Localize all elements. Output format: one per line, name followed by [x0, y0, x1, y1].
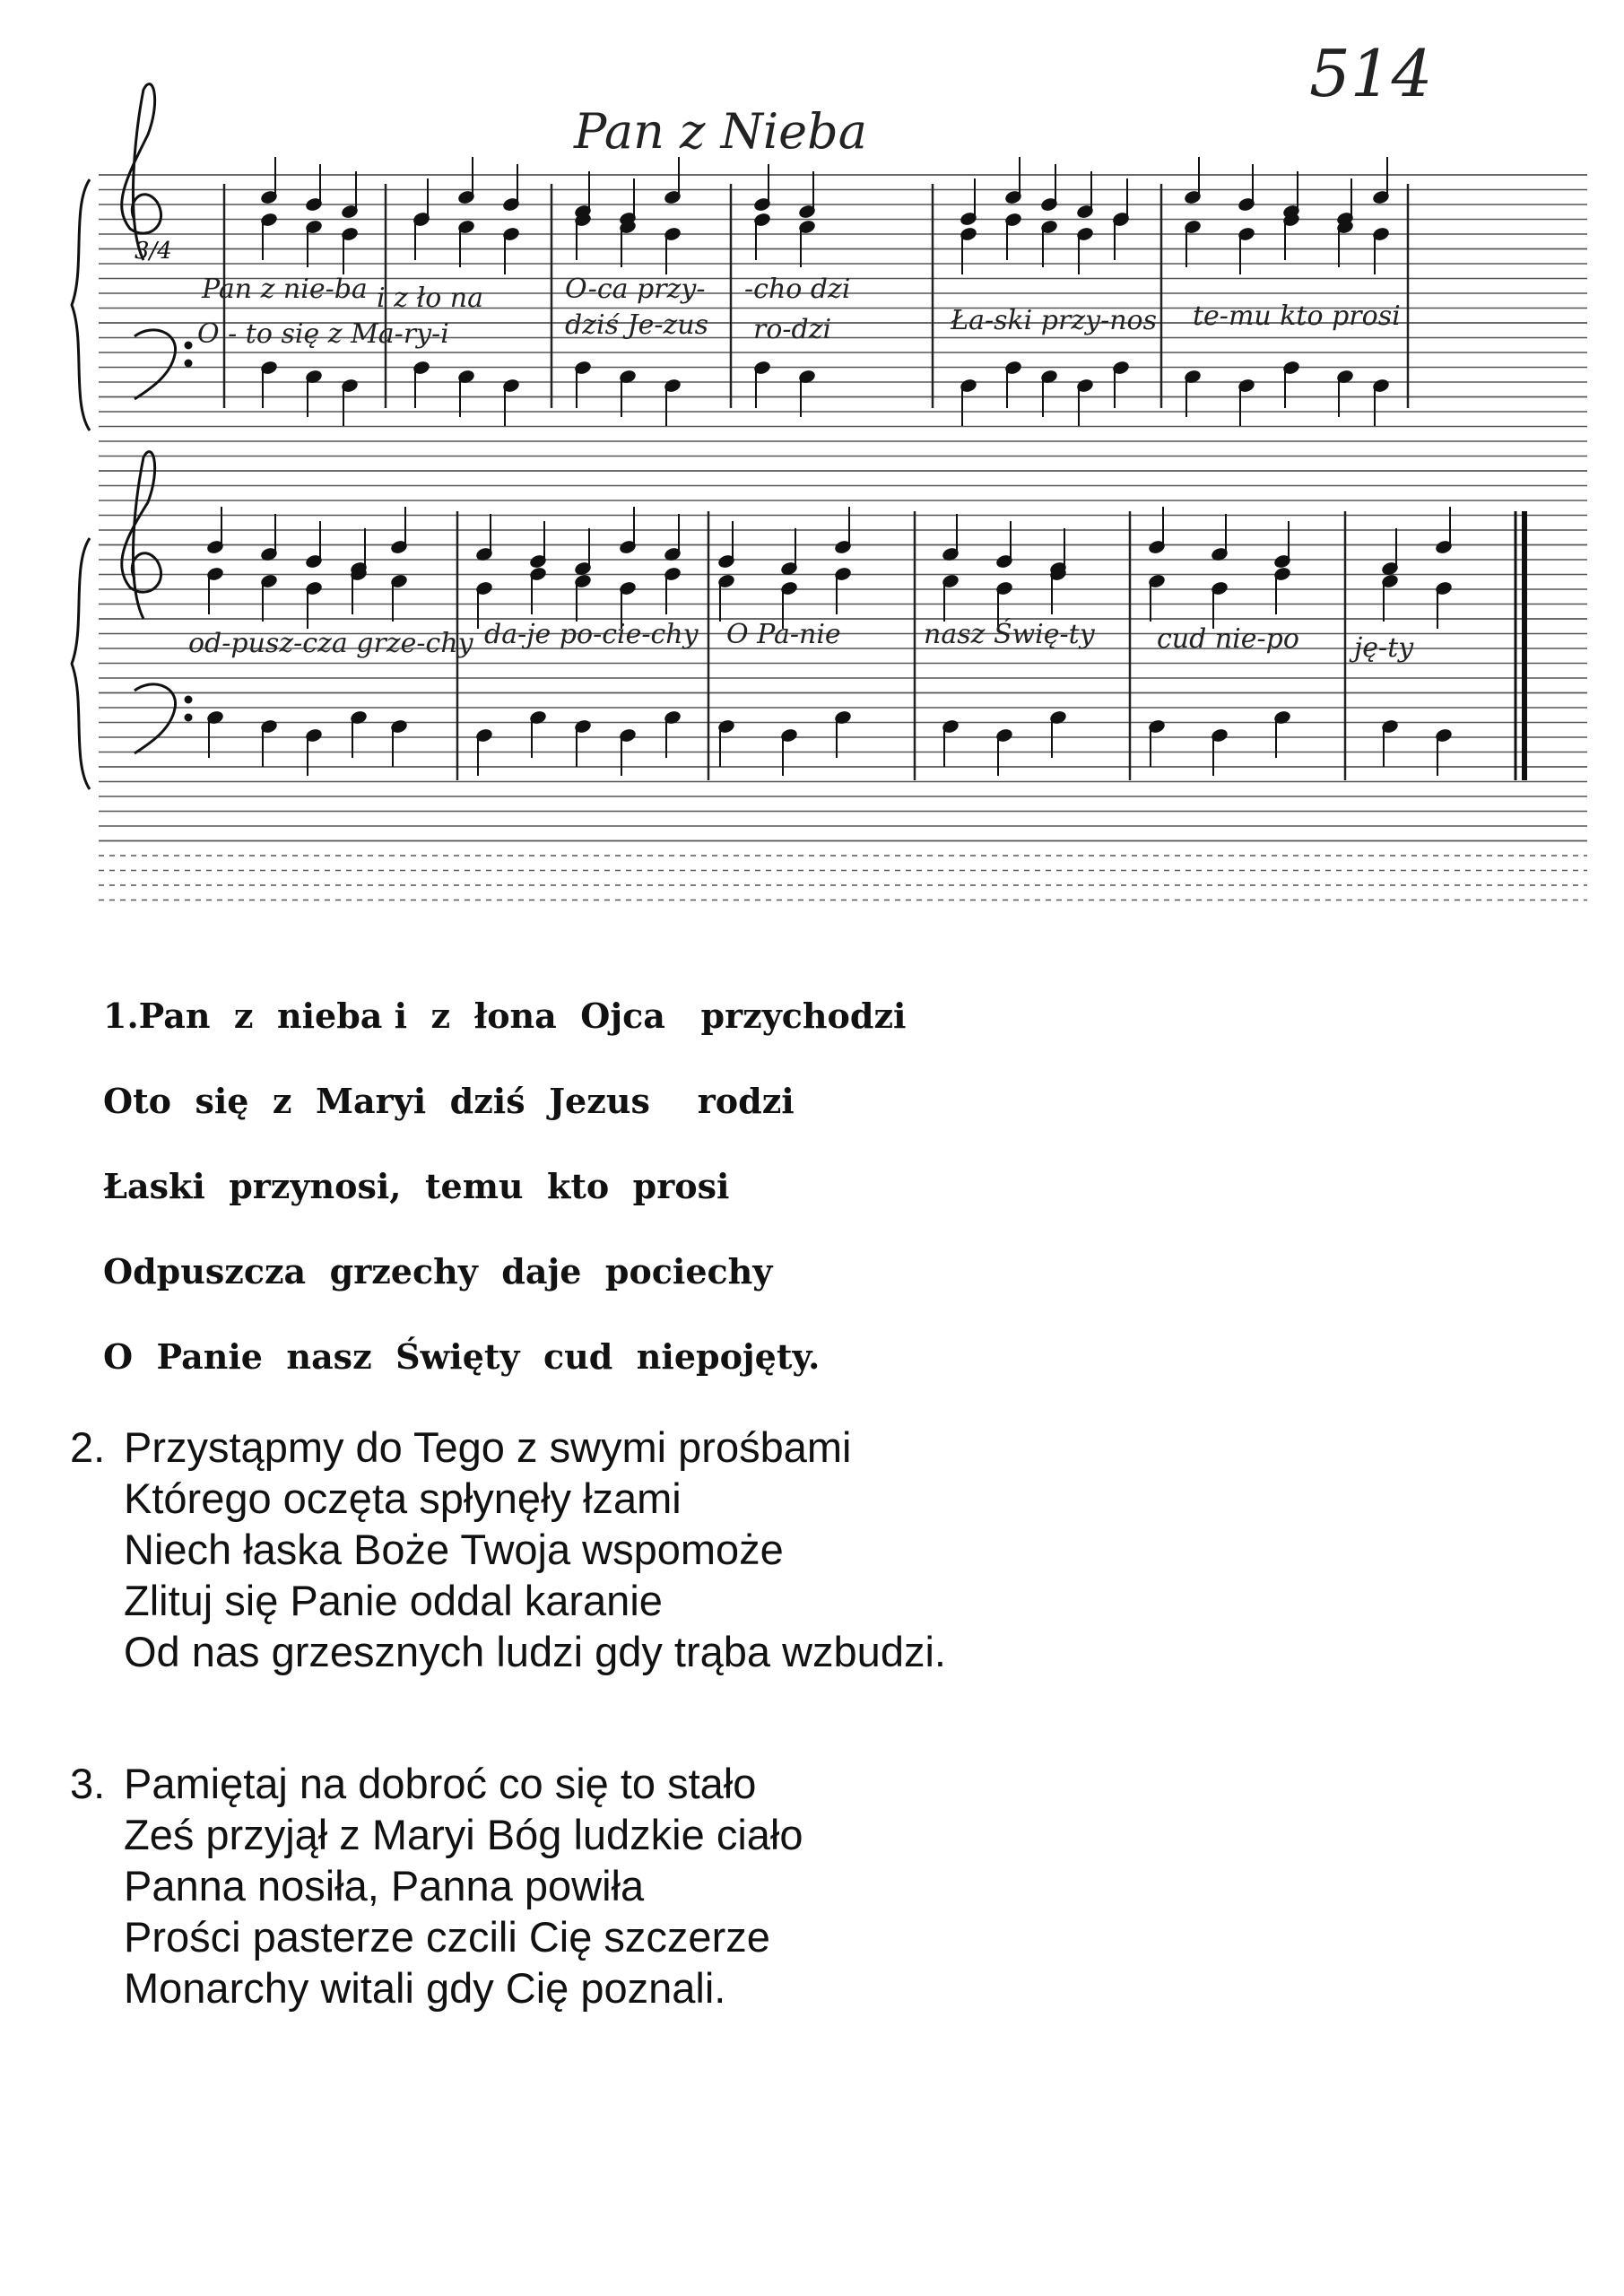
notes [207, 157, 1453, 776]
bass-clef-icon [135, 684, 176, 753]
verse-2-line-3: Niech łaska Boże Twoja wspomoże [124, 1526, 784, 1573]
brace-icon [72, 538, 90, 789]
verse-1-line-3: Łaski przynosi, temu kto prosi [103, 1166, 730, 1206]
verse-2-line-1: 2. Przystąpmy do Tego z swymi prośbami [70, 1423, 852, 1471]
verse-1 [103, 973, 907, 1399]
score-lyric: dziś Je-zus [565, 309, 708, 341]
verse-2-line-2: Którego oczęta spłynęły łzami [124, 1474, 682, 1522]
score-lyric: Ła-ski przy-nos [951, 305, 1158, 336]
score-lyric: O Pa-nie [726, 619, 841, 650]
verse-number: 3. [70, 1760, 106, 1807]
page-number: 514 [1309, 36, 1433, 111]
score-lyric: nasz Świę-ty [924, 619, 1095, 650]
score-title: Pan z Nieba [574, 103, 867, 160]
score-lyric: i z ło na [377, 283, 484, 314]
score-lyric: -cho dzi [744, 274, 851, 305]
verse-1-line-2: Oto się z Maryi dziś Jezus rodzi [103, 1081, 795, 1121]
verse-1-line-5: O Panie nasz Święty cud niepojęty. [103, 1336, 821, 1377]
verse-3-line-4: Prości pasterze czcili Cię szczerze [124, 1913, 770, 1961]
time-signature [135, 238, 172, 265]
verse-2 [70, 1422, 946, 1677]
score-lyric: da-je po-cie-chy [484, 619, 699, 650]
score-lyric: O - to się z Ma-ry-i [197, 318, 449, 350]
score-lyric: Pan z nie-ba [202, 274, 368, 305]
final-barline [1515, 511, 1524, 780]
verse-3 [70, 1758, 803, 2013]
verse-1-line-4: Odpuszcza grzechy daje pociechy [103, 1251, 773, 1292]
verse-3-line-5: Monarchy witali gdy Cię poznali. [124, 1964, 726, 2012]
verse-3-line-2: Ześ przyjął z Maryi Bóg ludzkie ciało [124, 1811, 803, 1858]
verse-3-line-1: 3. Pamiętaj na dobroć co się to stało [70, 1760, 757, 1807]
music-score [0, 0, 1624, 969]
score-lyric: od-pusz-cza grze-chy [188, 628, 473, 659]
verse-3-line-3: Panna nosiła, Panna powiła [124, 1862, 645, 1909]
brace-icon [72, 179, 90, 430]
time-sig-top: 3/4 [135, 238, 172, 265]
score-lyric: ję-ty [1354, 632, 1414, 664]
score-lyric: O-ca przy- [565, 274, 706, 305]
verse-1-line-1: 1.Pan z nieba i z łona Ojca przychodzi [103, 996, 907, 1036]
verse-2-line-4: Zlituj się Panie oddal karanie [124, 1577, 663, 1624]
score-lyric: ro-dzi [753, 314, 832, 345]
score-lyric: cud nie-po [1157, 623, 1299, 655]
score-lyric: te-mu kto prosi [1193, 300, 1401, 332]
verse-2-line-5: Od nas grzesznych ludzi gdy trąba wzbudzi. [124, 1628, 946, 1675]
treble-clef-icon [122, 452, 161, 619]
bass-clef-icon [135, 330, 176, 399]
verse-number: 2. [70, 1423, 106, 1471]
